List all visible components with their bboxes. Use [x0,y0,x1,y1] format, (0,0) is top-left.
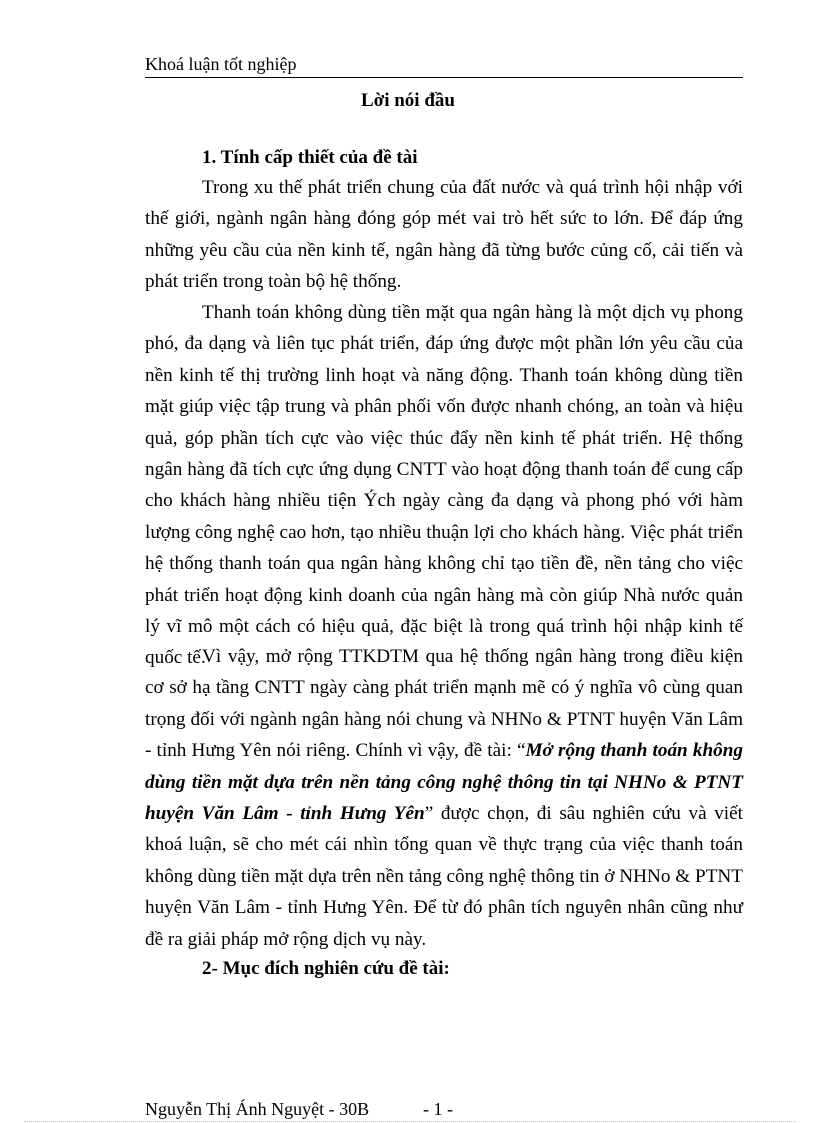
header-text: Khoá luận tốt nghiệp [145,54,297,74]
paragraph-3-text-after: ” được chọn, đi sâu nghiên cứu và viết khoá luận, sẽ cho mét cái nhìn tổng quan về thực trạng của việc thanh toán không dùng tiền mặt dựa trên nền tảng công nghệ thông tin ở NHNo & PTNT huyện Văn Lâm - tỉnh Hưng Yên. Để từ đó phân tích nguyên nhân cũng như đề ra giải pháp mở rộng dịch vụ này. [145,803,743,950]
page-bottom-divider [24,1121,796,1122]
page-header [145,52,743,78]
thesis-title-emphasis: Mở rộng thanh toán không dùng tiền mặt dựa trên nền tảng công nghệ thông tin tại NHNo & PTNT huyện Văn Lâm - tỉnh Hưng Yên [145,740,743,825]
section-heading-2: 2- Mục đích nghiên cứu đề tài: [202,958,450,979]
section-heading-1: 1. Tính cấp thiết của đề tài [202,147,418,168]
footer-author: Nguyễn Thị Ánh Nguyệt - 30B [145,1099,370,1119]
page-footer [145,1097,745,1121]
paragraph-3 [145,641,743,955]
paragraph-1: Trong xu thế phát triển chung của đất nước và quá trình hội nhập với thế giới, ngành ngân hàng đóng góp mét vai trò hết sức to lớn. Để đáp ứng những yêu cầu của nền kinh tế, ngân hàng đã từng bước củng cố, cải tiến và phát triển trong toàn bộ hệ thống. [145,177,743,293]
page-title: Lời nói đầu [361,90,455,111]
paragraph-3-text-before: Vì vậy, mở rộng TTKDTM qua hệ thống ngân hàng trong điều kiện cơ sở hạ tầng CNTT ngày càng phát triển mạnh mẽ có ý nghĩa vô cùng quan trọng đối với ngành ngân hàng nói chung và NHNo & PTNT huyện Văn Lâm - tỉnh Hưng Yên nói riêng. Chính vì vậy, đề tài: “ [145,646,743,762]
paragraph-2: Thanh toán không dùng tiền mặt qua ngân hàng là một dịch vụ phong phó, đa dạng và liên tục phát triển, đáp ứng được một phần lớn yêu cầu của nền kinh tế thị trường linh hoạt và năng động. Thanh toán không dùng tiền mặt giúp việc tập trung và phân phối vốn được nhanh chóng, an toàn và hiệu quả, góp phần tích cực vào việc thúc đẩy nền kinh tế phát triển. Hệ thống ngân hàng đã tích cực ứng dụng CNTT vào hoạt động thanh toán để cung cấp cho khách hàng nhiều tiện Ých ngày càng đa dạng và phong phó với hàm lượng công nghệ cao hơn, tạo nhiều thuận lợi cho khách hàng. Việc phát triển hệ thống thanh toán qua ngân hàng không chỉ tạo tiền đề, nền tảng cho việc phát triển hoạt động kinh doanh của ngân hàng mà còn giúp Nhà nước quản lý vĩ mô một cách có hiệu quả, đặc biệt là trong quá trình hội nhập kinh tế quốc tế. [145,302,743,669]
page-number: - 1 - [423,1099,453,1119]
